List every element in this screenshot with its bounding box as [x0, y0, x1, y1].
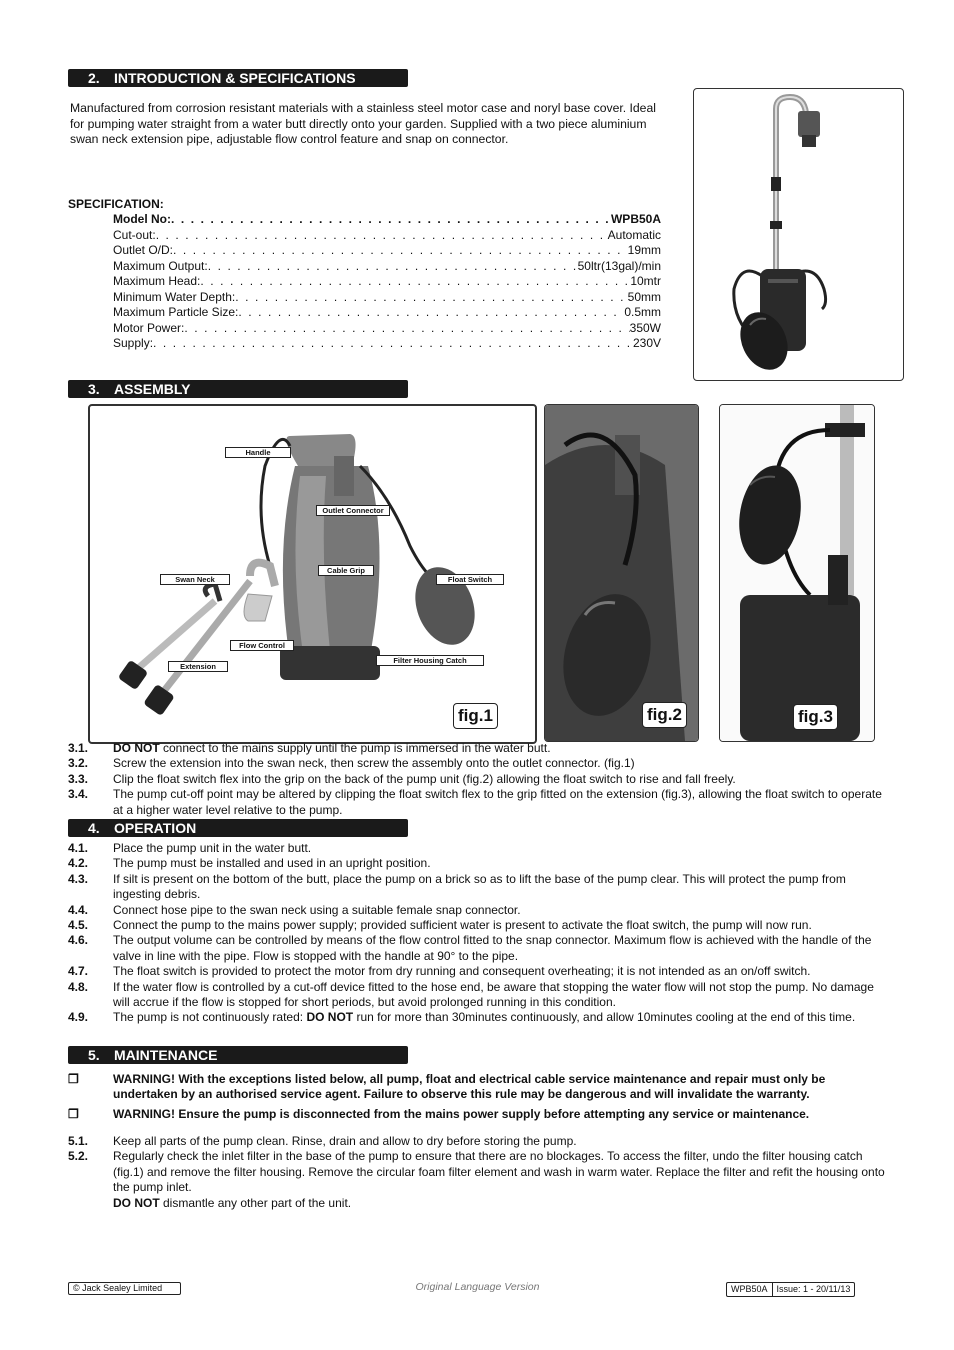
item-text: The float switch is provided to protect the motor from dry running and consequent overheating; it is not intended as an on/off switch. — [113, 964, 811, 979]
spec-value: 350W — [629, 320, 661, 335]
list-item — [68, 841, 888, 856]
spec-value: 50ltr(13gal)/min — [577, 258, 661, 273]
item-emphasis: DO NOT — [113, 741, 160, 755]
spec-label: Motor Power: — [113, 320, 185, 335]
spec-row — [113, 228, 661, 244]
fig-3-label: fig.3 — [793, 704, 838, 730]
section-number: 2. — [88, 70, 100, 86]
item-number: 4.2. — [68, 856, 89, 871]
item-text: Screw the extension into the swan neck, then screw the assembly onto the outlet connector. (fig.1) — [113, 756, 635, 771]
section-number: 5. — [88, 1047, 100, 1063]
item-number: 3.4. — [68, 787, 89, 802]
item-number: 4.3. — [68, 871, 89, 886]
item-text: If silt is present on the bottom of the butt, place the pump on a brick so as to lift the base of the pump clear. This will protect the pump from ingesting debris. — [113, 871, 846, 902]
figure-2 — [544, 404, 699, 742]
maintenance-list — [68, 1134, 888, 1211]
item-text: run for more than 30minutes continuously, and allow 10minutes cooling at the end of this time. — [353, 1010, 856, 1025]
fig-2-label: fig.2 — [642, 702, 687, 728]
section-heading-introduction — [68, 69, 408, 87]
fig-1-label: fig.1 — [453, 703, 498, 729]
pump-back-grip-photo — [545, 405, 698, 741]
item-text: The pump is not continuously rated: — [113, 1010, 307, 1025]
list-item — [68, 933, 888, 964]
pump-with-swan-neck-illustration — [694, 89, 903, 380]
list-item — [68, 872, 888, 903]
spec-row — [113, 212, 661, 228]
spec-row — [113, 305, 661, 321]
section-heading-maintenance — [68, 1046, 408, 1064]
list-item — [68, 787, 888, 818]
spec-label: Outlet O/D: — [113, 243, 174, 257]
item-text: The pump must be installed and used in an upright position. — [113, 856, 431, 871]
section-number: 3. — [88, 381, 100, 397]
callout-cable-grip: Cable Grip — [318, 565, 374, 576]
spec-row — [113, 336, 661, 352]
item-text: Connect hose pipe to the swan neck using a suitable female snap connector. — [113, 902, 521, 917]
footer-issue: Issue: 1 - 20/11/13 — [776, 1284, 851, 1294]
callout-outlet-connector: Outlet Connector — [316, 505, 390, 516]
list-item — [68, 856, 888, 871]
callout-handle: Handle — [225, 447, 291, 458]
item-number: 3.1. — [68, 741, 89, 755]
spec-row — [113, 259, 661, 275]
section-title: INTRODUCTION & SPECIFICATIONS — [114, 70, 356, 86]
warning-text: WARNING! Ensure the pump is disconnected from the mains power supply before attempting any service or maintenance. — [113, 1107, 810, 1121]
list-item — [68, 964, 888, 979]
item-number: 5.1. — [68, 1134, 89, 1148]
spec-value: 230V — [632, 336, 661, 350]
checkbox-bullet-icon: ❒ — [68, 1072, 79, 1086]
spec-row — [113, 274, 661, 290]
item-number: 4.7. — [68, 964, 89, 979]
spec-row — [113, 243, 661, 259]
list-item — [68, 980, 888, 1011]
spec-value: 0.5mm — [624, 305, 661, 319]
list-item — [68, 741, 888, 756]
item-text: Place the pump unit in the water butt. — [113, 841, 312, 855]
item-text: dismantle any other part of the unit. — [159, 1195, 352, 1210]
callout-flow-control: Flow Control — [230, 640, 294, 651]
section-title: OPERATION — [114, 820, 197, 836]
spec-label: Minimum Water Depth: — [113, 289, 236, 304]
spec-value: WPB50A — [610, 212, 661, 226]
section-heading-operation — [68, 819, 408, 837]
spec-value: Automatic — [607, 227, 661, 242]
checkbox-bullet-icon: ❒ — [68, 1107, 79, 1121]
spec-label: Maximum Particle Size: — [113, 305, 239, 319]
spec-label: Maximum Output: — [113, 258, 208, 273]
section-title: MAINTENANCE — [114, 1047, 218, 1063]
item-number: 4.8. — [68, 979, 89, 994]
item-number: 5.2. — [68, 1149, 89, 1164]
spec-label: Model No: — [113, 212, 171, 226]
item-emphasis: DO NOT — [306, 1010, 354, 1025]
list-item — [68, 772, 888, 787]
intro-paragraph: Manufactured from corrosion resistant materials with a stainless steel motor case and noryl base cover. Ideal for pumping water straight from a water butt directly onto your garden. Supplied with a two piece aluminium swan neck extension pipe, adjustable flow control feature and snap on connector. — [70, 101, 656, 146]
item-number: 4.5. — [68, 918, 89, 933]
warning-2 — [68, 1107, 888, 1122]
list-item — [68, 903, 888, 918]
spec-value: 10mtr — [630, 274, 661, 288]
item-number: 3.3. — [68, 771, 89, 786]
item-number: 4.9. — [68, 1010, 89, 1025]
footer-language: Original Language Version — [415, 1281, 540, 1293]
list-item — [68, 918, 888, 933]
spec-label: Cut-out: — [113, 227, 156, 242]
item-text: Keep all parts of the pump clean. Rinse, drain and allow to dry before storing the pump. — [113, 1134, 577, 1148]
callout-swan-neck: Swan Neck — [160, 574, 230, 585]
assembly-list — [68, 741, 888, 818]
item-number: 4.1. — [68, 841, 89, 855]
item-number: 4.4. — [68, 902, 89, 917]
list-item — [68, 1149, 888, 1195]
figure-3 — [719, 404, 875, 742]
item-emphasis: DO NOT — [113, 1195, 160, 1210]
item-text: Connect the pump to the mains power supply; provided sufficient water is present to activate the float switch, the pump will now run. — [113, 918, 812, 933]
list-item — [68, 1134, 888, 1149]
section-heading-assembly — [68, 380, 408, 398]
spec-label: Maximum Head: — [113, 274, 201, 288]
item-number: 3.2. — [68, 756, 89, 771]
spec-row — [113, 321, 661, 337]
spec-row — [113, 290, 661, 306]
section-number: 4. — [88, 820, 100, 836]
figure-1 — [88, 404, 537, 744]
section-title: ASSEMBLY — [114, 381, 191, 397]
item-text: Regularly check the inlet filter in the base of the pump to ensure that there are no blockages. To access the filter, undo the filter housing catch (fig.1) and remove the filter housing. Remove the circular foam filter element and wash in warm water. Replace the filter and refit the housing onto the pump inlet. — [113, 1149, 885, 1195]
item-text: connect to the mains supply until the pump is immersed in the water butt. — [159, 741, 551, 755]
product-photo — [693, 88, 904, 381]
list-item — [68, 1196, 888, 1211]
warning-1 — [68, 1072, 888, 1103]
spec-value: 50mm — [627, 289, 661, 304]
callout-float-switch: Float Switch — [436, 574, 504, 585]
item-text: The pump cut-off point may be altered by clipping the float switch flex to the grip fitted on the extension (fig.3), allowing the float switch to operate at a higher water level relative to the pump. — [113, 787, 882, 817]
callout-extension: Extension — [168, 661, 228, 672]
spec-value: 19mm — [627, 243, 661, 257]
footer-issue-box — [726, 1282, 855, 1297]
operation-list — [68, 841, 888, 1026]
warning-text: WARNING! With the exceptions listed below, all pump, float and electrical cable service maintenance and repair must only be undertaken by an authorised service agent. Failure to observe this rule may be dangerous and will invalidate the warranty. — [113, 1072, 826, 1102]
specification-title: SPECIFICATION: — [68, 197, 164, 211]
item-number: 4.6. — [68, 933, 89, 948]
callout-filter-housing-catch: Filter Housing Catch — [376, 655, 484, 666]
item-text: If the water flow is controlled by a cut-off device fitted to the hose end, be aware that stopping the water flow will not stop the pump. No damage will accrue if the flow is stopped for short periods, but avoid prolonged running in this condition. — [113, 979, 874, 1010]
list-item — [68, 1010, 888, 1025]
item-text: The output volume can be controlled by means of the flow control fitted to the snap connector. Maximum flow is achieved with the handle of the valve in line with the pipe. Flow is stopped with the handle at 90° to the pipe. — [113, 933, 872, 963]
footer-copyright: © Jack Sealey Limited — [68, 1282, 181, 1295]
spec-label: Supply: — [113, 336, 154, 350]
list-item — [68, 756, 888, 771]
item-text: Clip the float switch flex into the grip on the back of the pump unit (fig.2) allowing the float switch to rise and fall freely. — [113, 771, 736, 786]
pump-extension-grip-photo — [720, 405, 874, 741]
footer-model: WPB50A — [727, 1283, 773, 1296]
